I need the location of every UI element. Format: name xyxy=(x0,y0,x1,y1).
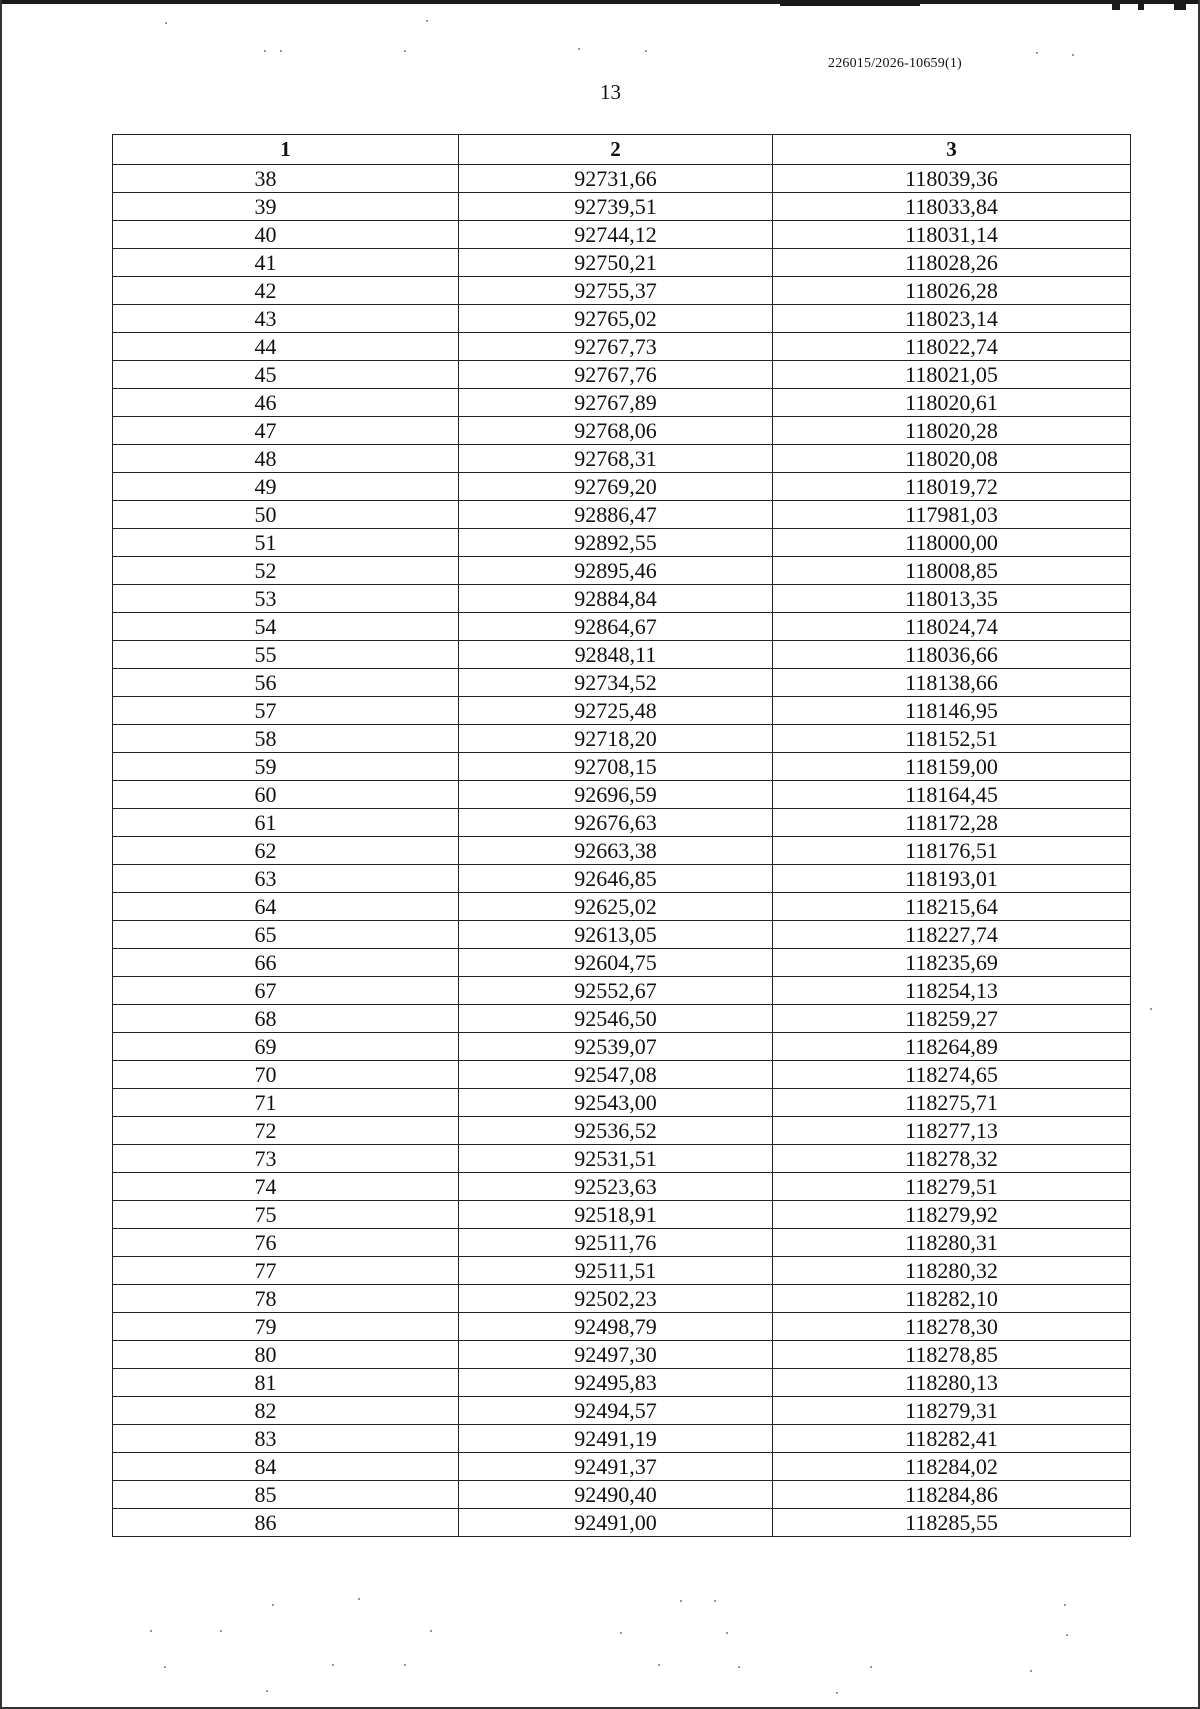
table-row xyxy=(113,1313,1131,1341)
point-number-cell: 75 xyxy=(113,1201,459,1229)
y-coordinate-cell: 118275,71 xyxy=(773,1089,1131,1117)
scan-speck xyxy=(264,50,266,52)
y-coordinate-cell: 118159,00 xyxy=(773,753,1131,781)
x-coordinate-cell: 92767,76 xyxy=(459,361,773,389)
y-coordinate-cell: 118278,85 xyxy=(773,1341,1131,1369)
y-coordinate-cell: 118280,32 xyxy=(773,1257,1131,1285)
x-coordinate-cell: 92604,75 xyxy=(459,949,773,977)
table-header-row xyxy=(113,135,1131,165)
scan-speck xyxy=(1066,1634,1068,1636)
point-number-cell: 70 xyxy=(113,1061,459,1089)
table-row xyxy=(113,417,1131,445)
x-coordinate-cell: 92539,07 xyxy=(459,1033,773,1061)
x-coordinate-cell: 92768,06 xyxy=(459,417,773,445)
table-row xyxy=(113,1509,1131,1537)
table-row xyxy=(113,893,1131,921)
x-coordinate-cell: 92886,47 xyxy=(459,501,773,529)
x-coordinate-cell: 92491,19 xyxy=(459,1425,773,1453)
scan-speck xyxy=(164,1666,166,1668)
x-coordinate-cell: 92767,73 xyxy=(459,333,773,361)
table-row xyxy=(113,669,1131,697)
y-coordinate-cell: 118264,89 xyxy=(773,1033,1131,1061)
y-coordinate-cell: 118279,31 xyxy=(773,1397,1131,1425)
point-number-cell: 76 xyxy=(113,1229,459,1257)
x-coordinate-cell: 92497,30 xyxy=(459,1341,773,1369)
point-number-cell: 60 xyxy=(113,781,459,809)
x-coordinate-cell: 92511,51 xyxy=(459,1257,773,1285)
column-header-3: 3 xyxy=(773,135,1131,165)
point-number-cell: 80 xyxy=(113,1341,459,1369)
y-coordinate-cell: 118026,28 xyxy=(773,277,1131,305)
point-number-cell: 56 xyxy=(113,669,459,697)
y-coordinate-cell: 118024,74 xyxy=(773,613,1131,641)
y-coordinate-cell: 118138,66 xyxy=(773,669,1131,697)
y-coordinate-cell: 118152,51 xyxy=(773,725,1131,753)
point-number-cell: 54 xyxy=(113,613,459,641)
table-row xyxy=(113,445,1131,473)
x-coordinate-cell: 92494,57 xyxy=(459,1397,773,1425)
table-row xyxy=(113,1033,1131,1061)
point-number-cell: 53 xyxy=(113,585,459,613)
y-coordinate-cell: 118023,14 xyxy=(773,305,1131,333)
y-coordinate-cell: 118284,86 xyxy=(773,1481,1131,1509)
point-number-cell: 44 xyxy=(113,333,459,361)
table-row xyxy=(113,921,1131,949)
x-coordinate-cell: 92547,08 xyxy=(459,1061,773,1089)
x-coordinate-cell: 92718,20 xyxy=(459,725,773,753)
x-coordinate-cell: 92848,11 xyxy=(459,641,773,669)
scan-speck xyxy=(1036,52,1038,54)
y-coordinate-cell: 118013,35 xyxy=(773,585,1131,613)
point-number-cell: 42 xyxy=(113,277,459,305)
y-coordinate-cell: 118020,08 xyxy=(773,445,1131,473)
y-coordinate-cell: 118259,27 xyxy=(773,1005,1131,1033)
y-coordinate-cell: 118277,13 xyxy=(773,1117,1131,1145)
table-row xyxy=(113,1341,1131,1369)
x-coordinate-cell: 92663,38 xyxy=(459,837,773,865)
table-row xyxy=(113,977,1131,1005)
x-coordinate-cell: 92546,50 xyxy=(459,1005,773,1033)
y-coordinate-cell: 117981,03 xyxy=(773,501,1131,529)
column-header-2: 2 xyxy=(459,135,773,165)
scan-speck xyxy=(836,1692,838,1694)
scan-speck xyxy=(1064,1604,1066,1606)
document-registration-number: 226015/2026-10659(1) xyxy=(828,56,962,71)
y-coordinate-cell: 118280,31 xyxy=(773,1229,1131,1257)
y-coordinate-cell: 118008,85 xyxy=(773,557,1131,585)
point-number-cell: 69 xyxy=(113,1033,459,1061)
y-coordinate-cell: 118235,69 xyxy=(773,949,1131,977)
scan-speck xyxy=(578,48,580,50)
point-number-cell: 63 xyxy=(113,865,459,893)
point-number-cell: 47 xyxy=(113,417,459,445)
x-coordinate-cell: 92767,89 xyxy=(459,389,773,417)
scan-speck xyxy=(1030,1670,1032,1672)
table-row xyxy=(113,165,1131,193)
point-number-cell: 82 xyxy=(113,1397,459,1425)
table-row xyxy=(113,1285,1131,1313)
table-row xyxy=(113,1481,1131,1509)
y-coordinate-cell: 118021,05 xyxy=(773,361,1131,389)
table-row xyxy=(113,277,1131,305)
x-coordinate-cell: 92750,21 xyxy=(459,249,773,277)
scan-speck xyxy=(645,50,647,52)
x-coordinate-cell: 92498,79 xyxy=(459,1313,773,1341)
y-coordinate-cell: 118033,84 xyxy=(773,193,1131,221)
y-coordinate-cell: 118031,14 xyxy=(773,221,1131,249)
x-coordinate-cell: 92511,76 xyxy=(459,1229,773,1257)
y-coordinate-cell: 118039,36 xyxy=(773,165,1131,193)
point-number-cell: 41 xyxy=(113,249,459,277)
y-coordinate-cell: 118274,65 xyxy=(773,1061,1131,1089)
y-coordinate-cell: 118284,02 xyxy=(773,1453,1131,1481)
table-row xyxy=(113,1173,1131,1201)
table-row xyxy=(113,1257,1131,1285)
point-number-cell: 85 xyxy=(113,1481,459,1509)
point-number-cell: 79 xyxy=(113,1313,459,1341)
scan-speck xyxy=(1072,54,1074,56)
x-coordinate-cell: 92625,02 xyxy=(459,893,773,921)
scan-speck xyxy=(1150,1008,1152,1010)
table-row xyxy=(113,753,1131,781)
x-coordinate-cell: 92523,63 xyxy=(459,1173,773,1201)
y-coordinate-cell: 118019,72 xyxy=(773,473,1131,501)
point-number-cell: 43 xyxy=(113,305,459,333)
column-header-1: 1 xyxy=(113,135,459,165)
table-row xyxy=(113,529,1131,557)
table-row xyxy=(113,1201,1131,1229)
scan-speck xyxy=(266,1690,268,1692)
x-coordinate-cell: 92536,52 xyxy=(459,1117,773,1145)
y-coordinate-cell: 118280,13 xyxy=(773,1369,1131,1397)
scan-speck xyxy=(680,1600,682,1602)
x-coordinate-cell: 92768,31 xyxy=(459,445,773,473)
x-coordinate-cell: 92613,05 xyxy=(459,921,773,949)
y-coordinate-cell: 118036,66 xyxy=(773,641,1131,669)
scan-speck xyxy=(870,1666,872,1668)
y-coordinate-cell: 118227,74 xyxy=(773,921,1131,949)
point-number-cell: 49 xyxy=(113,473,459,501)
point-number-cell: 62 xyxy=(113,837,459,865)
point-number-cell: 84 xyxy=(113,1453,459,1481)
scan-edge-left xyxy=(0,0,2,1709)
scan-mark xyxy=(1174,0,1186,10)
point-number-cell: 50 xyxy=(113,501,459,529)
point-number-cell: 38 xyxy=(113,165,459,193)
scan-speck xyxy=(280,50,282,52)
point-number-cell: 81 xyxy=(113,1369,459,1397)
x-coordinate-cell: 92731,66 xyxy=(459,165,773,193)
point-number-cell: 65 xyxy=(113,921,459,949)
y-coordinate-cell: 118028,26 xyxy=(773,249,1131,277)
point-number-cell: 78 xyxy=(113,1285,459,1313)
scan-speck xyxy=(738,1666,740,1668)
point-number-cell: 46 xyxy=(113,389,459,417)
scan-speck xyxy=(220,1630,222,1632)
point-number-cell: 40 xyxy=(113,221,459,249)
scan-speck xyxy=(358,1598,360,1600)
scan-speck xyxy=(620,1632,622,1634)
table-row xyxy=(113,809,1131,837)
point-number-cell: 61 xyxy=(113,809,459,837)
scan-speck xyxy=(658,1664,660,1666)
y-coordinate-cell: 118279,51 xyxy=(773,1173,1131,1201)
point-number-cell: 68 xyxy=(113,1005,459,1033)
x-coordinate-cell: 92490,40 xyxy=(459,1481,773,1509)
y-coordinate-cell: 118282,10 xyxy=(773,1285,1131,1313)
table-row xyxy=(113,1145,1131,1173)
point-number-cell: 57 xyxy=(113,697,459,725)
table-row xyxy=(113,1005,1131,1033)
y-coordinate-cell: 118279,92 xyxy=(773,1201,1131,1229)
table-row xyxy=(113,1229,1131,1257)
table-body xyxy=(113,165,1131,1537)
y-coordinate-cell: 118020,61 xyxy=(773,389,1131,417)
y-coordinate-cell: 118193,01 xyxy=(773,865,1131,893)
y-coordinate-cell: 118278,32 xyxy=(773,1145,1131,1173)
y-coordinate-cell: 118022,74 xyxy=(773,333,1131,361)
point-number-cell: 66 xyxy=(113,949,459,977)
x-coordinate-cell: 92884,84 xyxy=(459,585,773,613)
table-row xyxy=(113,1117,1131,1145)
page-number: 13 xyxy=(600,80,621,104)
point-number-cell: 45 xyxy=(113,361,459,389)
table-row xyxy=(113,473,1131,501)
table-row xyxy=(113,193,1131,221)
y-coordinate-cell: 118146,95 xyxy=(773,697,1131,725)
table-row xyxy=(113,725,1131,753)
table-row xyxy=(113,1061,1131,1089)
scan-speck xyxy=(165,22,167,24)
scan-mark xyxy=(780,0,920,6)
y-coordinate-cell: 118254,13 xyxy=(773,977,1131,1005)
point-number-cell: 86 xyxy=(113,1509,459,1537)
point-number-cell: 58 xyxy=(113,725,459,753)
x-coordinate-cell: 92491,37 xyxy=(459,1453,773,1481)
x-coordinate-cell: 92755,37 xyxy=(459,277,773,305)
table-row xyxy=(113,949,1131,977)
point-number-cell: 77 xyxy=(113,1257,459,1285)
scan-speck xyxy=(272,1604,274,1606)
x-coordinate-cell: 92518,91 xyxy=(459,1201,773,1229)
x-coordinate-cell: 92696,59 xyxy=(459,781,773,809)
y-coordinate-cell: 118020,28 xyxy=(773,417,1131,445)
table-header xyxy=(113,135,1131,165)
point-number-cell: 64 xyxy=(113,893,459,921)
point-number-cell: 51 xyxy=(113,529,459,557)
x-coordinate-cell: 92531,51 xyxy=(459,1145,773,1173)
scan-speck xyxy=(714,1600,716,1602)
point-number-cell: 59 xyxy=(113,753,459,781)
y-coordinate-cell: 118215,64 xyxy=(773,893,1131,921)
x-coordinate-cell: 92495,83 xyxy=(459,1369,773,1397)
x-coordinate-cell: 92734,52 xyxy=(459,669,773,697)
table-row xyxy=(113,501,1131,529)
x-coordinate-cell: 92744,12 xyxy=(459,221,773,249)
scan-speck xyxy=(332,1664,334,1666)
table-row xyxy=(113,585,1131,613)
point-number-cell: 72 xyxy=(113,1117,459,1145)
point-number-cell: 83 xyxy=(113,1425,459,1453)
table-row xyxy=(113,389,1131,417)
point-number-cell: 73 xyxy=(113,1145,459,1173)
table-row xyxy=(113,641,1131,669)
y-coordinate-cell: 118285,55 xyxy=(773,1509,1131,1537)
point-number-cell: 55 xyxy=(113,641,459,669)
coordinates-table xyxy=(112,134,1131,1537)
table-row xyxy=(113,305,1131,333)
table-row xyxy=(113,1369,1131,1397)
x-coordinate-cell: 92765,02 xyxy=(459,305,773,333)
scan-mark xyxy=(1112,0,1120,10)
x-coordinate-cell: 92502,23 xyxy=(459,1285,773,1313)
table-row xyxy=(113,865,1131,893)
x-coordinate-cell: 92552,67 xyxy=(459,977,773,1005)
point-number-cell: 39 xyxy=(113,193,459,221)
scan-speck xyxy=(430,1630,432,1632)
table-row xyxy=(113,557,1131,585)
table-row xyxy=(113,613,1131,641)
x-coordinate-cell: 92725,48 xyxy=(459,697,773,725)
x-coordinate-cell: 92543,00 xyxy=(459,1089,773,1117)
scan-speck xyxy=(404,50,406,52)
point-number-cell: 67 xyxy=(113,977,459,1005)
y-coordinate-cell: 118000,00 xyxy=(773,529,1131,557)
point-number-cell: 71 xyxy=(113,1089,459,1117)
table-row xyxy=(113,837,1131,865)
x-coordinate-cell: 92708,15 xyxy=(459,753,773,781)
point-number-cell: 74 xyxy=(113,1173,459,1201)
scan-mark xyxy=(1138,0,1144,10)
x-coordinate-cell: 92739,51 xyxy=(459,193,773,221)
scan-speck xyxy=(404,1664,406,1666)
table-row xyxy=(113,1397,1131,1425)
point-number-cell: 48 xyxy=(113,445,459,473)
table-row xyxy=(113,1425,1131,1453)
table-row xyxy=(113,361,1131,389)
table-row xyxy=(113,221,1131,249)
scan-edge-top xyxy=(0,0,1200,4)
x-coordinate-cell: 92892,55 xyxy=(459,529,773,557)
x-coordinate-cell: 92864,67 xyxy=(459,613,773,641)
table-row xyxy=(113,1453,1131,1481)
x-coordinate-cell: 92769,20 xyxy=(459,473,773,501)
scan-speck xyxy=(426,20,428,22)
coordinates-table-container xyxy=(112,134,1130,1537)
scan-speck xyxy=(726,1632,728,1634)
y-coordinate-cell: 118172,28 xyxy=(773,809,1131,837)
table-row xyxy=(113,249,1131,277)
table-row xyxy=(113,1089,1131,1117)
y-coordinate-cell: 118282,41 xyxy=(773,1425,1131,1453)
table-row xyxy=(113,697,1131,725)
scan-speck xyxy=(150,1630,152,1632)
y-coordinate-cell: 118176,51 xyxy=(773,837,1131,865)
y-coordinate-cell: 118278,30 xyxy=(773,1313,1131,1341)
point-number-cell: 52 xyxy=(113,557,459,585)
x-coordinate-cell: 92646,85 xyxy=(459,865,773,893)
table-row xyxy=(113,333,1131,361)
x-coordinate-cell: 92676,63 xyxy=(459,809,773,837)
table-row xyxy=(113,781,1131,809)
x-coordinate-cell: 92895,46 xyxy=(459,557,773,585)
y-coordinate-cell: 118164,45 xyxy=(773,781,1131,809)
x-coordinate-cell: 92491,00 xyxy=(459,1509,773,1537)
